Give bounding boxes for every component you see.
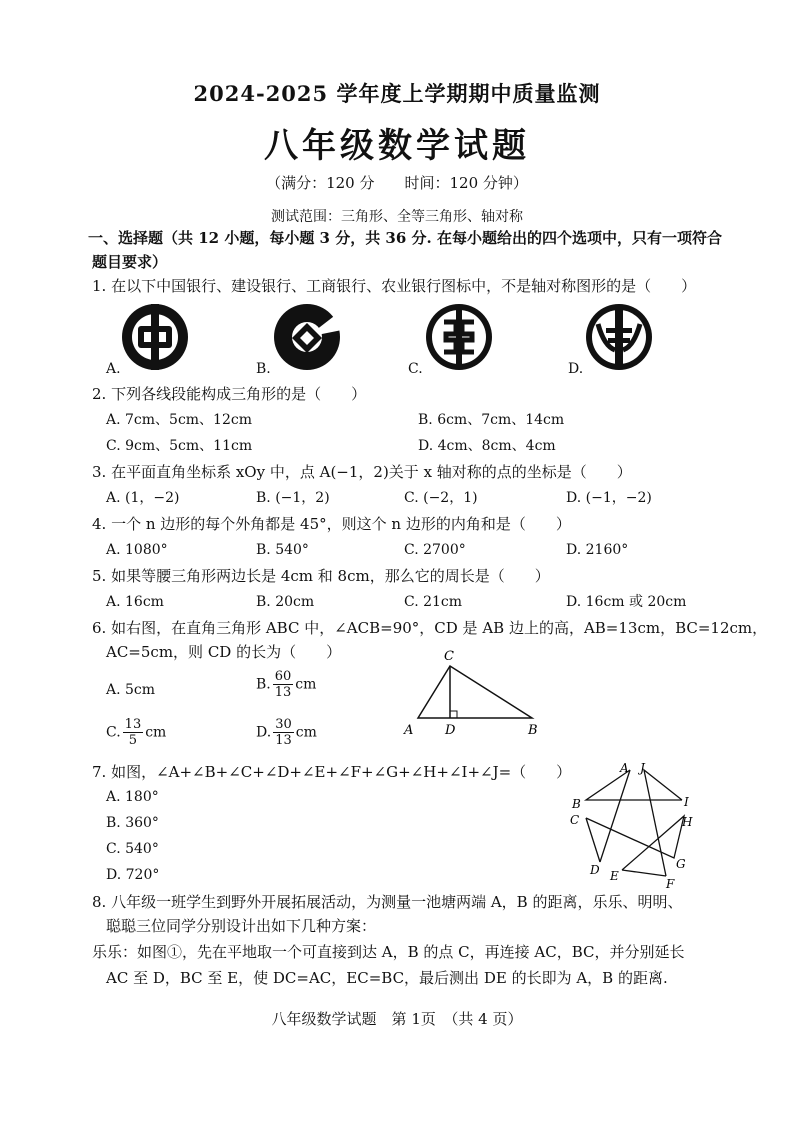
q6-option-d-unit: cm <box>295 724 317 741</box>
label-e: E <box>610 869 619 883</box>
q6-option-c-label: C. <box>106 724 121 741</box>
icbc-logo-icon <box>424 302 494 372</box>
q5-option-d: D. 16cm 或 20cm <box>566 594 687 610</box>
label-j: J <box>640 761 645 775</box>
label-d: D <box>590 863 600 877</box>
q5-option-b: B. 20cm <box>256 594 315 610</box>
q4-option-d: D. 2160° <box>566 542 629 558</box>
score-time: （满分：120 分 时间：120 分钟） <box>266 174 528 192</box>
q5-option-a: A. 16cm <box>106 594 164 610</box>
page-footer: 八年级数学试题 第 1页 （共 4 页） <box>271 1010 523 1028</box>
q6-option-d-denominator: 13 <box>275 733 292 748</box>
q6-option-c-denominator: 5 <box>128 733 138 748</box>
segments-a-d <box>600 770 630 862</box>
q4-stem: 4. 一个 n 边形的每个外角都是 45°，则这个 n 边形的内角和是（ ） <box>92 515 571 533</box>
q1-option-a: A. <box>106 361 121 377</box>
q2-option-c: C. 9cm、5cm、11cm <box>106 438 253 454</box>
q5-option-c: C. 21cm <box>404 594 463 610</box>
q6-option-d <box>256 717 317 748</box>
label-d: D <box>445 723 456 738</box>
q8-stem-line1: 8. 八年级一班学生到野外开展拓展活动，为测量一池塘两端 A，B 的距离，乐乐、明明、 <box>92 893 683 911</box>
section-heading: 一、选择题（共 12 小题，每小题 3 分，共 36 分. 在每小题给出的四个选项中，只有一项符合 <box>88 229 722 247</box>
bank-of-china-logo-icon <box>120 302 190 372</box>
q6-option-c-fraction <box>123 717 144 748</box>
q6-option-d-label: D. <box>256 724 272 741</box>
label-f: F <box>666 877 675 891</box>
label-i: I <box>684 795 689 809</box>
q3-option-d: D. (−1，−2) <box>566 490 652 506</box>
q6-option-b-denominator: 13 <box>274 685 292 700</box>
q4-option-c: C. 2700° <box>404 542 466 558</box>
q1-option-b: B. <box>256 361 271 377</box>
triangle-abc <box>418 666 532 718</box>
label-b: B <box>528 723 538 738</box>
q3-option-c: C. (−2，1) <box>404 490 478 506</box>
q6-option-b-fraction <box>273 669 294 700</box>
label-h: H <box>682 815 693 829</box>
q7-option-d: D. 720° <box>106 867 160 883</box>
q6-triangle-figure <box>396 646 556 742</box>
q6-option-c <box>106 717 166 748</box>
label-g: G <box>676 857 686 871</box>
label-a: A <box>620 761 629 775</box>
q3-option-b: B. (−1，2) <box>256 490 330 506</box>
q7-option-a: A. 180° <box>106 789 159 805</box>
q6-option-d-numerator: 30 <box>275 717 292 732</box>
q6-option-c-numerator: 13 <box>124 717 142 732</box>
q6-option-b-numerator: 60 <box>274 669 292 684</box>
q4-option-a: A. 1080° <box>106 542 168 558</box>
q5-stem: 5. 如果等腰三角形两边长是 4cm 和 8cm，那么它的周长是（ ） <box>92 567 550 585</box>
q2-stem: 2. 下列各线段能构成三角形的是（ ） <box>92 385 367 403</box>
q7-stem: 7. 如图，∠A+∠B+∠C+∠D+∠E+∠F+∠G+∠H+∠I+∠J=（ ） <box>92 763 572 781</box>
label-a: A <box>404 723 414 738</box>
q6-option-d-fraction <box>273 717 294 748</box>
q6-option-c-unit: cm <box>145 724 167 741</box>
q6-option-b-unit: cm <box>295 676 317 693</box>
q7-star-figure <box>568 760 702 892</box>
q3-option-a: A. (1，−2) <box>106 490 180 506</box>
q6-stem-line2: AC=5cm，则 CD 的长为（ ） <box>106 643 342 661</box>
right-angle-mark <box>450 711 457 718</box>
q1-option-d: D. <box>568 361 584 377</box>
q8-plan-lele-line1: 乐乐：如图①，先在平地取一个可直接到达 A，B 的点 C，再连接 AC，BC，并分别延长 <box>92 943 685 961</box>
segments-a-b-i <box>586 770 682 800</box>
q7-option-c: C. 540° <box>106 841 159 857</box>
q8-plan-lele-line2: AC 至 D，BC 至 E，使 DC=AC，EC=BC，最后测出 DE 的长即为 A，B 的距离. <box>106 969 668 987</box>
q6-option-b-label: B. <box>256 676 271 693</box>
exam-title: 八年级数学试题 <box>264 126 530 166</box>
agricultural-bank-logo-icon <box>584 302 654 372</box>
label-c: C <box>570 813 580 827</box>
q1-option-c: C. <box>408 361 423 377</box>
label-c: C <box>444 649 454 664</box>
q6-option-b <box>256 669 316 700</box>
q8-stem-line2: 聪聪三位同学分别设计出如下几种方案： <box>106 917 377 935</box>
q4-option-b: B. 540° <box>256 542 309 558</box>
construction-bank-logo-icon <box>272 302 342 372</box>
segments-e-f <box>622 870 666 876</box>
q2-option-b: B. 6cm、7cm、14cm <box>418 412 565 428</box>
q2-option-d: D. 4cm、8cm、4cm <box>418 438 556 454</box>
q7-option-b: B. 360° <box>106 815 159 831</box>
q1-stem: 1. 在以下中国银行、建设银行、工商银行、农业银行图标中，不是轴对称图形的是（ ） <box>92 277 697 295</box>
label-b: B <box>572 797 581 811</box>
exam-year-title: 2024-2025 学年度上学期期中质量监测 <box>193 81 601 106</box>
q3-stem: 3. 在平面直角坐标系 xOy 中，点 A(−1，2)关于 x 轴对称的点的坐标是（ ） <box>92 463 632 481</box>
q2-option-a: A. 7cm、5cm、12cm <box>106 412 252 428</box>
q6-option-a: A. 5cm <box>106 682 156 698</box>
segments-c-d <box>586 818 600 862</box>
q6-stem-line1: 6. 如右图，在直角三角形 ABC 中，∠ACB=90°，CD 是 AB 边上的高，AB=13cm，BC=12cm， <box>92 619 768 637</box>
test-scope: 测试范围：三角形、全等三角形、轴对称 <box>271 209 523 225</box>
section-heading-cont: 题目要求） <box>92 253 168 271</box>
